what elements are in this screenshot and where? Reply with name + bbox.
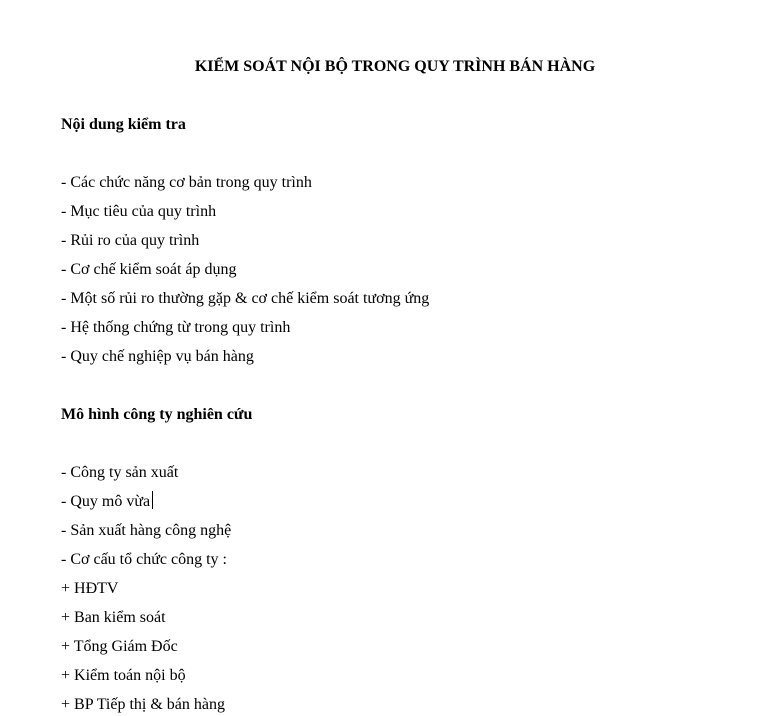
section-heading-content: Nội dung kiểm tra (61, 116, 186, 133)
list-item: - Quy chế nghiệp vụ bán hàng (61, 348, 254, 365)
list-item: - Công ty sản xuất (61, 464, 179, 481)
list-item: - Một số rủi ro thường gặp & cơ chế kiểm soát tương ứng (61, 290, 430, 307)
document-title: KIỂM SOÁT NỘI BỘ TRONG QUY TRÌNH BÁN HÀNG (194, 58, 596, 75)
list-item: - Mục tiêu của quy trình (61, 203, 217, 220)
list-item: - Rủi ro của quy trình (61, 232, 200, 249)
list-item: - Cơ chế kiểm soát áp dụng (61, 261, 237, 278)
list-item: + BP Tiếp thị & bán hàng (61, 696, 226, 713)
list-item: - Hệ thống chứng từ trong quy trình (61, 319, 291, 336)
list-item: - Các chức năng cơ bản trong quy trình (61, 174, 312, 191)
list-item: + Tổng Giám Đốc (61, 638, 178, 655)
list-item: - Cơ cấu tổ chức công ty : (61, 551, 227, 568)
section-heading-company-model: Mô hình công ty nghiên cứu (61, 406, 253, 423)
list-item: + Kiểm toán nội bộ (61, 667, 186, 684)
list-item: + HĐTV (61, 580, 119, 597)
list-item: + Ban kiểm soát (61, 609, 166, 626)
text-cursor (152, 491, 153, 509)
list-item: - Sản xuất hàng công nghệ (61, 522, 232, 539)
list-item-text: - Quy mô vừa (61, 493, 151, 510)
list-item-with-caret (61, 491, 153, 513)
